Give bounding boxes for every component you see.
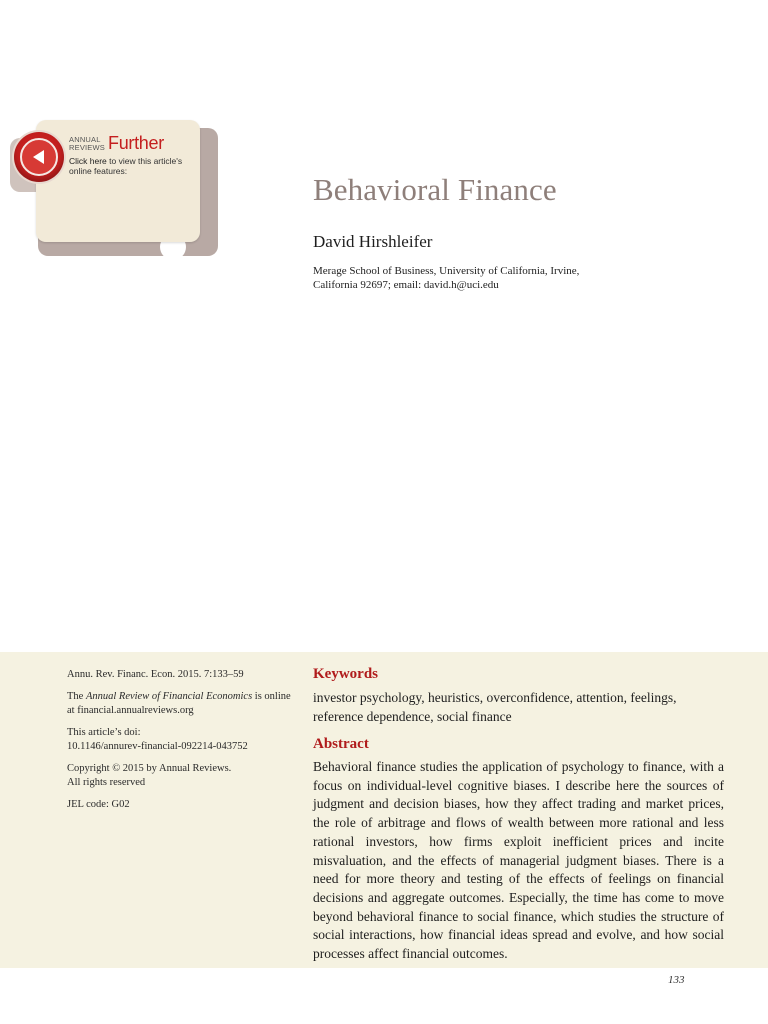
citation: Annu. Rev. Financ. Econ. 2015. 7:133–59 [67,669,244,680]
abstract-heading: Abstract [313,736,369,752]
badge-description [69,156,199,176]
rights: All rights reserved [67,777,146,788]
page-number: 133 [668,974,685,986]
jel-code: JEL code: G02 [67,799,130,810]
article-meta [67,668,292,820]
online-post: is online [252,691,291,702]
badge-desc-text: to view this article's online features: [69,156,183,176]
journal-name: Annual Review of Financial Economics [85,691,253,702]
keywords-text: investor psychology, heuristics, overconfidence, attention, feelings, reference dependence, social finance [313,690,677,724]
affiliation-line-2: California 92697; email: david.h@uci.edu [313,279,499,291]
doi-block [67,726,292,754]
author-affiliation [313,264,613,292]
doi-value[interactable]: 10.1146/annurev-financial-092214-043752 [67,741,248,752]
badge-brand [69,134,199,152]
affiliation-line-1: Merage School of Business, University of California, Irvine, [313,265,580,277]
article-author: David Hirshleifer [313,232,433,251]
badge-brand-small-1: ANNUAL [69,135,101,144]
back-arrow-button[interactable] [14,132,64,182]
online-pre: The [67,691,86,702]
article-title: Behavioral Finance [313,172,557,207]
online-availability [67,690,292,718]
badge-text [69,134,199,176]
abstract-content [313,666,724,964]
badge-brand-small-2: REVIEWS [69,143,105,152]
doi-label: This article’s doi: [67,727,141,738]
copyright: Copyright © 2015 by Annual Reviews. [67,763,232,774]
badge-brand-further: Further [108,133,164,153]
journal-url[interactable]: at financial.annualreviews.org [67,705,194,716]
further-badge[interactable] [10,118,218,260]
click-here-link[interactable]: Click here [69,156,107,166]
abstract-text: Behavioral finance studies the application of psychology to finance, with a focus on individual-level cognitive biases. I describe here the sources of judgment and decision biases, how they affect trading and market prices, the role of arbitrage and flows of wealth between more rational and less rational investors, how firms exploit inefficient prices and incite misvaluation, and the effects of managerial judgment biases. There is a need for more theory and testing of the effects of feelings on financial decisions and aggregate outcomes. Especially, the time has come to move beyond behavioral finance to social finance, which studies the structure of social interactions, how financial ideas spread and evolve, and how social processes affect financial outcomes. [313,759,724,962]
keywords-heading: Keywords [313,666,378,682]
back-arrow-icon [20,138,58,176]
copyright-block [67,762,292,790]
